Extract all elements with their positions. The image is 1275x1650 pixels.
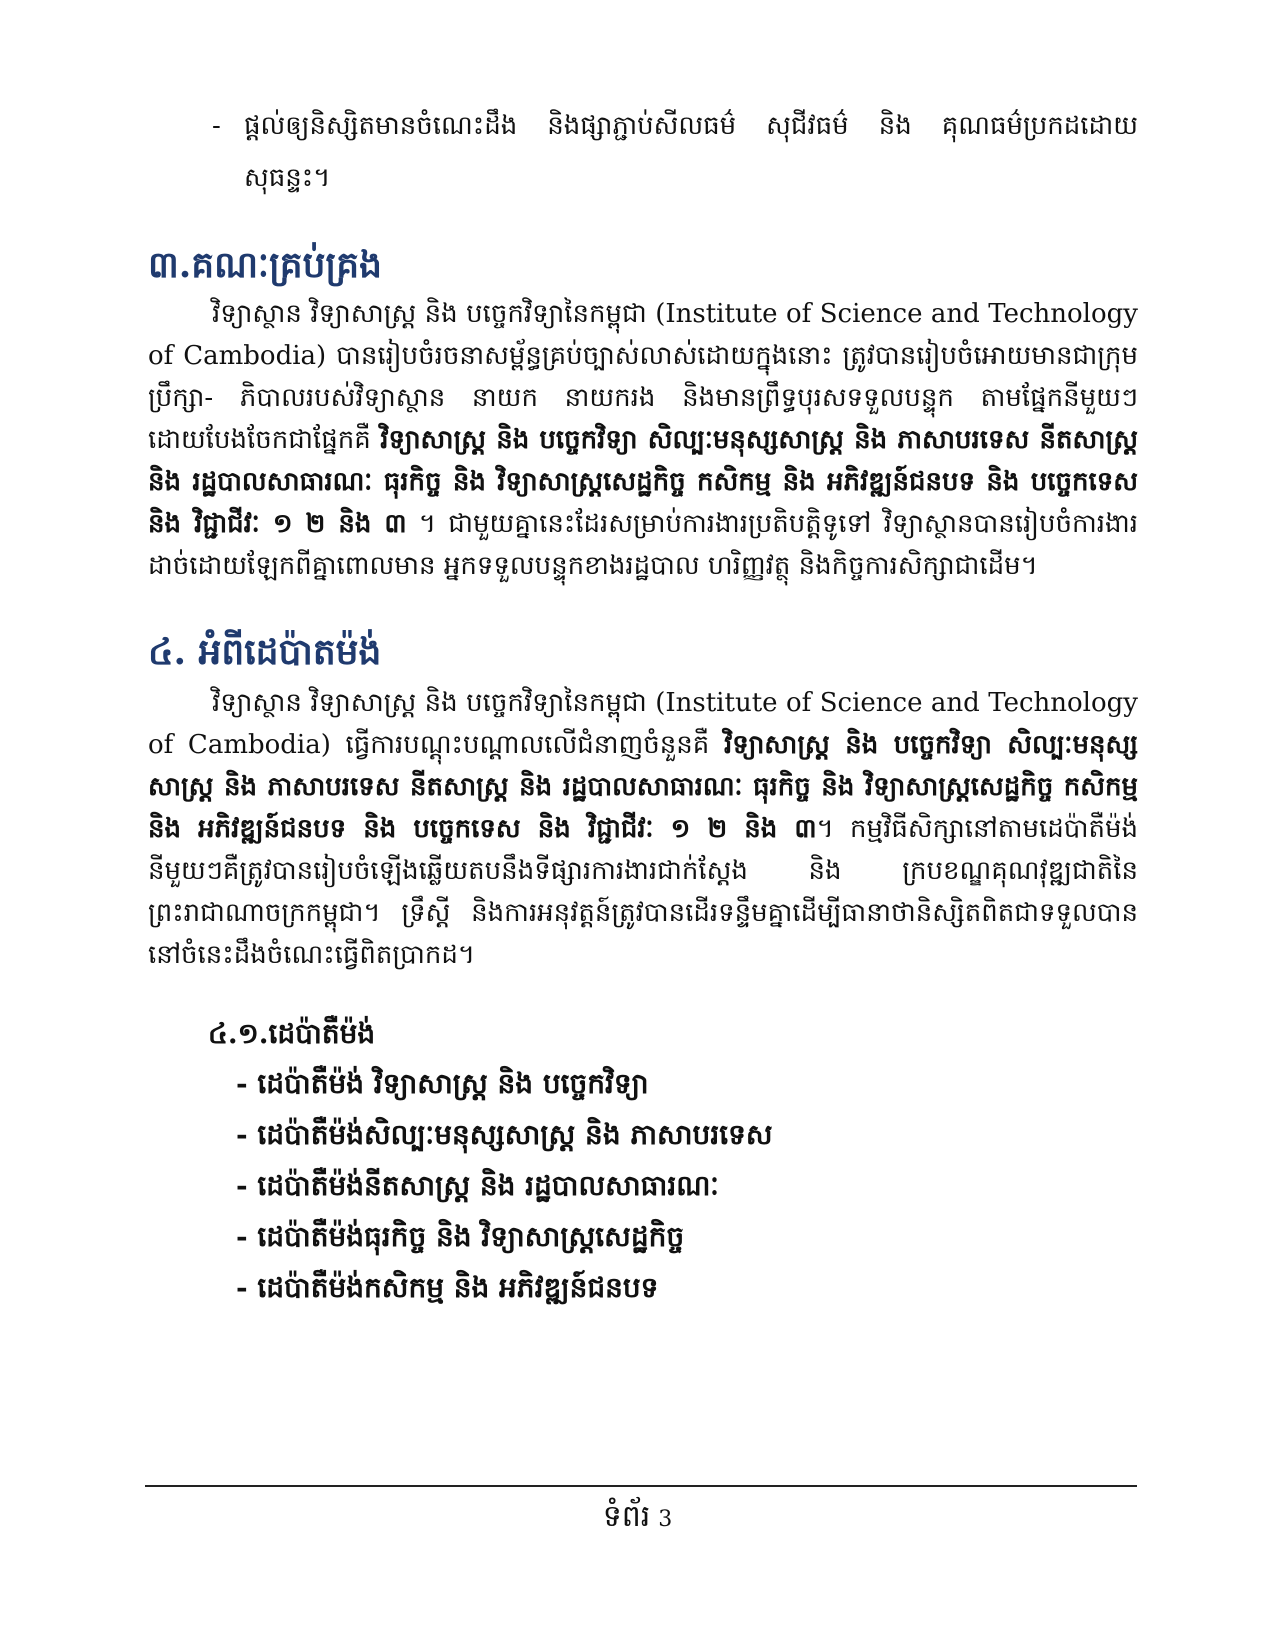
section-4-bold-departments: វិទ្យាសាស្ត្រ និង បច្ចេកវិទ្យា សិល្បៈមនុស្សសាស្ត្រ និង ភាសាបរទេស នីតសាស្ត្រ និង រដ្ឋបាលសាធារណៈ ធុរកិច្ច និង វិទ្យាសាស្ត្រសេដ្ឋកិច្ច កសិកម្ម និង អភិវឌ្ឍន៍ជនបទ និង បច្ចេកទេស និង វិជ្ជាជីវៈ ១ ២ និង ៣ [148,730,1138,844]
section-3-text-2: ។ ជាមួយគ្នានេះដែរសម្រាប់ការងារប្រតិបត្តិទូទៅ វិទ្យាស្ថានបានរៀបចំការងារដាច់ដោយឡែកពីគ្នាពោលមាន អ្នកទទួលបន្ទុកខាងរដ្ឋបាល ហរិញ្ញវត្ថុ និងកិច្ចការសិក្សាជាដើម។ [148,509,1138,581]
section-4-paragraph [148,682,1138,976]
section-3-heading: ៣.គណៈគ្រប់គ្រង [148,244,382,286]
page-footer [0,1495,1275,1542]
page-number: 3 [658,1507,673,1532]
section-4-1-heading: ៤.១.ដេប៉ាតឺម៉ង់ [208,1017,376,1050]
intro-bullet [212,100,1138,204]
list-item: - ដេប៉ាតឺម៉ង់នីតសាស្ត្រ និង រដ្ឋបាលសាធារណៈ [236,1169,719,1202]
section-3-bold-departments: វិទ្យាសាស្ត្រ និង បច្ចេកវិទ្យា សិល្បៈមនុស្សសាស្ត្រ និង ភាសាបរទេស នីតសាស្ត្រ និង រដ្ឋបាលសាធារណៈ ធុរកិច្ច និង វិទ្យាសាស្ត្រសេដ្ឋកិច្ច កសិកម្ម និង អភិវឌ្ឍន៍ជនបទ និង បច្ចេកទេស និង វិជ្ជាជីវៈ ១ ២ និង ៣ [148,425,1138,539]
bullet-dash: - [212,111,221,141]
section-4-heading: ៤. អំពីដេប៉ាតម៉ង់ [148,631,382,673]
bullet-text: ផ្តល់ឲ្យនិស្សិតមានចំណេះដឹង និងផ្សាភ្ជាប់សីលធម៌ សុជីវធម៌ និង គុណធម៌ប្រកដដោយ សុធន្ទះ។ [244,111,1138,193]
section-3-paragraph [148,293,1138,587]
department-list [236,1058,773,1313]
page-label: ទំព័រ [602,1499,651,1534]
list-item: - ដេប៉ាតឺម៉ង់ធុរកិច្ច និង វិទ្យាសាស្ត្រសេដ្ឋកិច្ច [236,1220,685,1253]
footer-divider [145,1485,1137,1487]
list-item: - ដេប៉ាតឺម៉ង់កសិកម្ម និង អភិវឌ្ឍន៍ជនបទ [236,1271,659,1304]
list-item: - ដេប៉ាតឺម៉ង់ វិទ្យាសាស្ត្រ និង បច្ចេកវិទ្យា [236,1067,649,1100]
section-4-text-2: ។ កម្មវិធីសិក្សានៅតាមដេប៉ាតឺម៉ង់ នីមួយៗគឺត្រូវបានរៀបចំឡើងឆ្លើយតបនឹងទីផ្សារការងារជាក់ស្តែង និង ក្របខណ្ឌគុណវុឌ្ឍជាតិនៃព្រះរាជាណាចក្រកម្ពុជា។ ទ្រឹស្តី និងការអនុវត្តន៍ត្រូវបានដើរទន្ទឹមគ្នាដើម្បីធានាថានិស្សិតពិតជាទទួលបាននៅចំនេះដឹងចំណេះធ្វើពិតប្រាកដ។ [148,814,1138,970]
section-3-text-1: វិទ្យាស្ថាន វិទ្យាសាស្ត្រ និង បច្ចេកវិទ្យានៃកម្ពុជា (Institute of Science and Technology of Cambodia) បានរៀបចំរចនាសម្ព័ន្ធគ្រប់ច្បាស់លាស់ដោយក្នុងនោះ ត្រូវបានរៀបចំអោយមានជាក្រុមប្រឹក្សា- ភិបាលរបស់វិទ្យាស្ថាន នាយក នាយករង និងមានព្រឹទ្ធបុរសទទួលបន្ទុក តាមផ្នែកនីមួយៗដោយបែងចែកជាផ្នែកគឺ [148,299,1138,455]
list-item: - ដេប៉ាតឺម៉ង់សិល្បៈមនុស្សសាស្ត្រ និង ភាសាបរទេស [236,1118,773,1151]
section-4-text-1: វិទ្យាស្ថាន វិទ្យាសាស្ត្រ និង បច្ចេកវិទ្យានៃកម្ពុជា (Institute of Science and Technology of Cambodia) ធ្វើការបណ្តុះបណ្តាលលើជំនាញចំនួនគឺ [148,688,1138,760]
